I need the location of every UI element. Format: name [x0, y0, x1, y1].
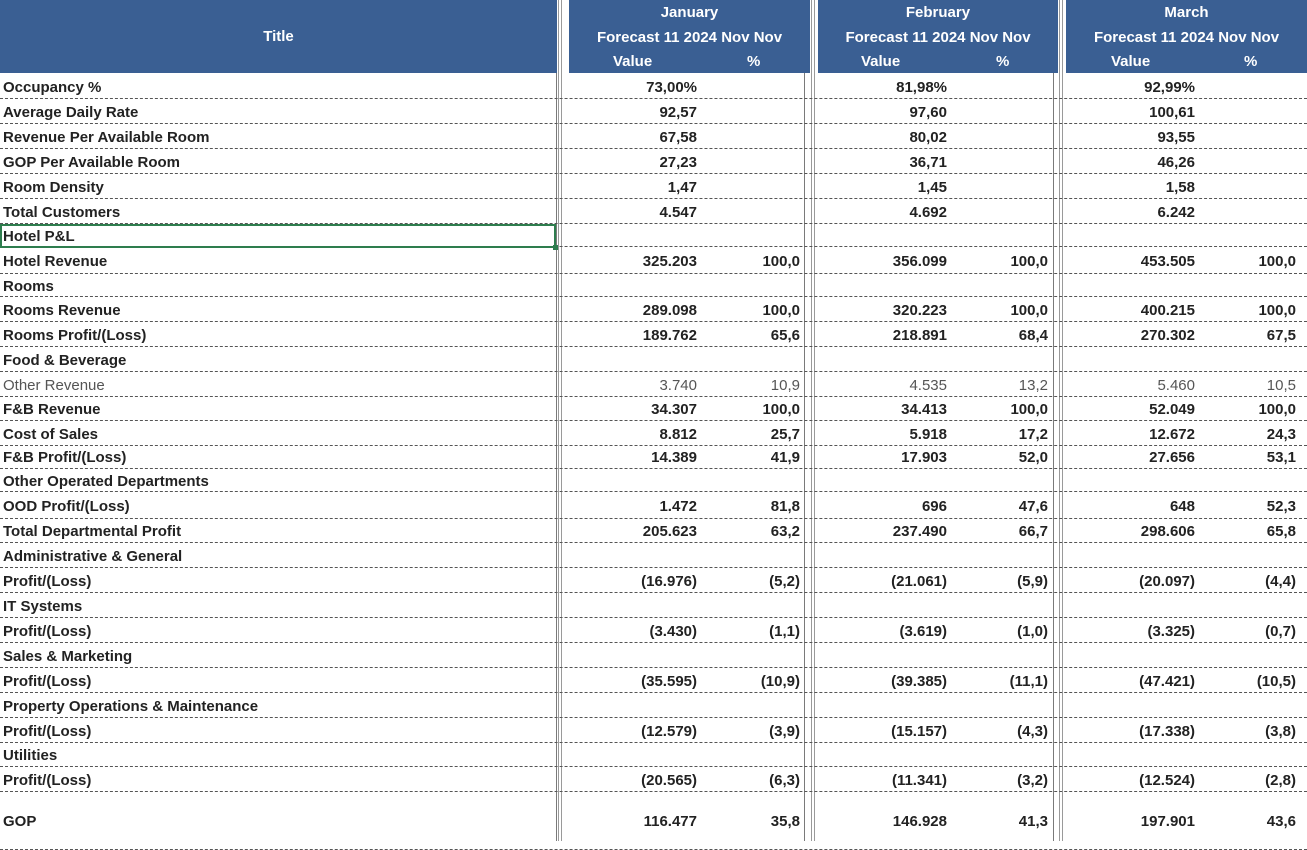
pct-cell[interactable]: (5,2)	[769, 572, 800, 590]
pct-cell[interactable]: 17,2	[1018, 425, 1048, 443]
pct-cell[interactable]: 100,0	[1010, 400, 1048, 418]
table-row	[0, 397, 1307, 421]
row-label[interactable]: F&B Revenue	[3, 400, 101, 418]
month-subtitle: Forecast 11 2024 Nov Nov	[1093, 29, 1280, 46]
table-row	[0, 470, 1307, 492]
value-cell[interactable]: 27,23	[659, 153, 697, 171]
value-cell[interactable]: 289.098	[642, 301, 697, 319]
header-title-cell	[0, 0, 557, 73]
value-cell[interactable]: (3.619)	[899, 622, 947, 640]
value-cell[interactable]	[557, 470, 697, 492]
value-cell[interactable]: 67,58	[659, 128, 697, 146]
table-row	[0, 743, 1307, 767]
month-subtitle: Forecast 11 2024 Nov Nov	[596, 29, 783, 46]
month-name: February	[905, 4, 971, 21]
pct-cell[interactable]: 66,7	[1018, 523, 1048, 540]
value-cell[interactable]: 189.762	[642, 326, 697, 344]
pct-cell[interactable]	[730, 743, 800, 767]
pct-cell[interactable]: 25,7	[770, 425, 800, 443]
table-row	[0, 793, 1307, 850]
row-label[interactable]: Rooms Profit/(Loss)	[3, 326, 147, 344]
value-cell[interactable]: 4.692	[909, 203, 947, 221]
value-cell[interactable]: 14.389	[651, 449, 697, 466]
row-separator	[0, 592, 1307, 593]
pct-cell[interactable]: 63,2	[770, 523, 800, 540]
value-cell[interactable]	[557, 276, 697, 297]
table-row	[0, 719, 1307, 743]
value-cell[interactable]	[1055, 594, 1195, 618]
row-separator	[0, 717, 1307, 718]
row-label[interactable]: Other Revenue	[3, 376, 105, 394]
value-cell[interactable]: 27.656	[1149, 449, 1195, 466]
value-cell[interactable]: 1.472	[659, 497, 697, 515]
row-label[interactable]: Profit/(Loss)	[3, 771, 92, 789]
row-label[interactable]: GOP Per Available Room	[3, 153, 181, 171]
value-cell[interactable]	[1055, 470, 1195, 492]
pct-cell[interactable]	[1226, 470, 1296, 492]
table-row	[0, 373, 1307, 397]
pct-cell[interactable]: 52,0	[1018, 449, 1048, 466]
row-label[interactable]: Other Operated Departments	[3, 472, 209, 490]
pct-cell[interactable]	[978, 276, 1048, 297]
row-separator	[0, 198, 1307, 199]
value-cell[interactable]: 116.477	[643, 813, 697, 830]
table-row	[0, 544, 1307, 568]
table-row	[0, 594, 1307, 618]
table-row	[0, 276, 1307, 297]
value-cell[interactable]: 146.928	[892, 813, 947, 830]
value-cell[interactable]	[557, 644, 697, 668]
pct-cell[interactable]: 53,1	[1266, 449, 1296, 466]
table-row	[0, 768, 1307, 792]
value-cell[interactable]: 1,58	[1165, 178, 1195, 196]
value-cell[interactable]: 92,57	[659, 103, 697, 121]
pct-cell[interactable]: 81,8	[770, 497, 800, 515]
row-label[interactable]: Hotel P&L	[3, 227, 75, 245]
pct-cell[interactable]	[730, 544, 800, 568]
value-cell[interactable]: 4.535	[909, 376, 947, 394]
pct-cell[interactable]: 13,2	[1018, 376, 1048, 394]
month-name: January	[660, 4, 719, 21]
pct-cell[interactable]: 10,5	[1266, 376, 1296, 394]
value-cell[interactable]: 205.623	[642, 523, 697, 540]
row-label[interactable]: Profit/(Loss)	[3, 572, 92, 590]
header-january	[569, 0, 810, 73]
value-cell[interactable]: (12.524)	[1139, 771, 1195, 789]
value-cell[interactable]: 46,26	[1157, 153, 1195, 171]
row-label[interactable]: OOD Profit/(Loss)	[3, 497, 130, 515]
pct-cell[interactable]: 67,5	[1266, 326, 1296, 344]
value-cell[interactable]: 4.547	[659, 203, 697, 221]
table-row	[0, 493, 1307, 519]
value-cell[interactable]: 92,99%	[1144, 78, 1195, 96]
pct-cell[interactable]: (3,2)	[1017, 771, 1048, 789]
pct-cell[interactable]	[730, 100, 800, 124]
row-label[interactable]: Hotel Revenue	[3, 252, 108, 270]
value-cell[interactable]: 325.203	[642, 252, 697, 270]
value-cell[interactable]: 270.302	[1140, 326, 1195, 344]
value-cell[interactable]: (20.097)	[1139, 572, 1195, 590]
pct-cell[interactable]: 100,0	[762, 301, 800, 319]
pct-cell[interactable]	[730, 348, 800, 372]
value-cell[interactable]: 648	[1169, 497, 1195, 515]
value-cell[interactable]	[807, 470, 947, 492]
pct-cell[interactable]	[978, 743, 1048, 767]
row-label[interactable]: IT Systems	[3, 597, 83, 615]
table-row	[0, 669, 1307, 693]
pct-cell[interactable]	[1226, 694, 1296, 718]
header-march	[1066, 0, 1307, 73]
row-separator	[0, 420, 1307, 421]
pct-cell[interactable]: (2,8)	[1265, 771, 1296, 789]
table-row	[0, 125, 1307, 149]
value-cell[interactable]	[1055, 544, 1195, 568]
value-cell[interactable]: (12.579)	[641, 722, 697, 740]
pct-cell[interactable]	[978, 544, 1048, 568]
value-cell[interactable]	[807, 694, 947, 718]
pct-cell[interactable]: 43,6	[1266, 813, 1296, 830]
value-cell[interactable]: 218.891	[892, 326, 947, 344]
pct-cell[interactable]	[1226, 150, 1296, 174]
value-cell[interactable]: 197.901	[1140, 813, 1195, 830]
row-label[interactable]: Profit/(Loss)	[3, 672, 92, 690]
pct-cell[interactable]	[1226, 544, 1296, 568]
pct-cell[interactable]	[730, 225, 800, 247]
row-separator	[0, 346, 1307, 347]
value-cell[interactable]: (20.565)	[641, 771, 697, 789]
pct-cell[interactable]	[1226, 175, 1296, 199]
row-separator	[0, 173, 1307, 174]
pct-cell[interactable]	[1226, 200, 1296, 224]
value-cell[interactable]: 100,61	[1149, 103, 1195, 121]
pct-cell[interactable]: (11,1)	[1009, 672, 1048, 690]
table-row	[0, 644, 1307, 668]
value-cell[interactable]	[557, 544, 697, 568]
row-separator	[0, 542, 1307, 543]
row-label[interactable]: Profit/(Loss)	[3, 622, 92, 640]
row-label[interactable]: Average Daily Rate	[3, 103, 139, 121]
pct-cell[interactable]	[1226, 75, 1296, 99]
value-cell[interactable]	[1055, 644, 1195, 668]
value-cell[interactable]: 73,00%	[646, 78, 697, 96]
pct-cell[interactable]	[730, 200, 800, 224]
table-row	[0, 694, 1307, 718]
row-label[interactable]: Rooms Revenue	[3, 301, 121, 319]
pct-cell[interactable]: 68,4	[1018, 326, 1048, 344]
value-cell[interactable]	[1055, 694, 1195, 718]
value-cell[interactable]: 237.490	[892, 523, 947, 540]
value-cell[interactable]: (35.595)	[641, 672, 697, 690]
pct-cell[interactable]	[978, 470, 1048, 492]
value-cell[interactable]: 97,60	[909, 103, 947, 121]
value-cell[interactable]	[557, 594, 697, 618]
month-subtitle: Forecast 11 2024 Nov Nov	[845, 29, 1031, 46]
value-cell[interactable]: 298.606	[1140, 523, 1195, 540]
value-cell[interactable]	[557, 225, 697, 247]
pct-cell[interactable]	[730, 644, 800, 668]
pct-cell[interactable]: 100,0	[1258, 252, 1296, 270]
row-separator	[0, 692, 1307, 693]
row-separator	[0, 148, 1307, 149]
value-cell[interactable]	[807, 644, 947, 668]
value-cell[interactable]: 34.413	[901, 400, 947, 418]
pct-cell[interactable]: 100,0	[1010, 252, 1048, 270]
table-row	[0, 569, 1307, 593]
pct-cell[interactable]	[1226, 644, 1296, 668]
pct-cell[interactable]	[978, 644, 1048, 668]
value-cell[interactable]	[807, 743, 947, 767]
value-cell[interactable]: 36,71	[909, 153, 947, 171]
pct-cell[interactable]: 24,3	[1266, 425, 1296, 443]
value-cell[interactable]: 81,98%	[896, 78, 947, 96]
value-cell[interactable]: 52.049	[1149, 400, 1195, 418]
row-label[interactable]: Total Customers	[3, 203, 121, 221]
value-cell[interactable]	[1055, 276, 1195, 297]
value-column-label: Value	[861, 53, 901, 70]
row-label[interactable]: Rooms	[3, 278, 54, 295]
pct-cell[interactable]	[1226, 743, 1296, 767]
selected-cell[interactable]	[0, 224, 556, 248]
table-row	[0, 175, 1307, 199]
value-cell[interactable]: 320.223	[892, 301, 947, 319]
row-separator	[0, 468, 1307, 469]
value-cell[interactable]	[807, 225, 947, 247]
table-row	[0, 348, 1307, 372]
row-label[interactable]: Occupancy %	[3, 78, 102, 96]
row-label[interactable]: Total Departmental Profit	[3, 523, 182, 540]
pct-cell[interactable]: (5,9)	[1017, 572, 1048, 590]
pct-cell[interactable]: (4,4)	[1265, 572, 1296, 590]
row-separator	[0, 321, 1307, 322]
value-cell[interactable]	[807, 276, 947, 297]
table-row	[0, 619, 1307, 643]
pct-cell[interactable]: 47,6	[1018, 497, 1048, 515]
pct-cell[interactable]	[978, 200, 1048, 224]
row-separator	[0, 123, 1307, 124]
table-row	[0, 100, 1307, 124]
value-cell[interactable]	[807, 544, 947, 568]
pct-cell[interactable]	[978, 348, 1048, 372]
pct-cell[interactable]	[1226, 125, 1296, 149]
pct-cell[interactable]	[1226, 276, 1296, 297]
pct-cell[interactable]: (10,9)	[760, 672, 800, 690]
row-label[interactable]: GOP	[3, 813, 37, 830]
header-february	[818, 0, 1058, 73]
pct-cell[interactable]	[978, 175, 1048, 199]
value-cell[interactable]: 17.903	[901, 449, 947, 466]
month-columns	[1066, 50, 1307, 74]
value-cell[interactable]: (3.430)	[649, 622, 697, 640]
value-cell[interactable]: 5.918	[909, 425, 947, 443]
pct-cell[interactable]: 100,0	[1258, 301, 1296, 319]
row-label[interactable]: Food & Beverage	[3, 351, 127, 369]
pct-cell[interactable]: 100,0	[762, 400, 800, 418]
month-columns	[818, 50, 1058, 74]
value-cell[interactable]: 400.215	[1140, 301, 1195, 319]
pct-cell[interactable]: (1,0)	[1017, 622, 1048, 640]
value-cell[interactable]: 356.099	[892, 252, 947, 270]
pct-cell[interactable]	[978, 694, 1048, 718]
value-cell[interactable]: 12.672	[1149, 425, 1195, 443]
value-cell[interactable]: (21.061)	[891, 572, 947, 590]
value-cell[interactable]	[557, 694, 697, 718]
row-label[interactable]: Revenue Per Available Room	[3, 128, 210, 146]
header-title: Title	[263, 28, 294, 45]
row-label[interactable]: Cost of Sales	[3, 425, 99, 443]
pct-cell[interactable]	[1226, 225, 1296, 247]
row-label[interactable]: F&B Profit/(Loss)	[3, 449, 127, 466]
pct-cell[interactable]	[978, 100, 1048, 124]
pct-cell[interactable]: 35,8	[770, 813, 800, 830]
pct-cell[interactable]: 41,3	[1018, 813, 1048, 830]
pct-cell[interactable]: (0,7)	[1265, 622, 1296, 640]
value-column-label: Value	[1111, 53, 1151, 70]
table-row	[0, 323, 1307, 347]
pct-cell[interactable]: 10,9	[770, 376, 800, 394]
row-label[interactable]: Administrative & General	[3, 547, 183, 565]
value-cell[interactable]: (11.341)	[891, 771, 947, 789]
row-separator	[0, 667, 1307, 668]
value-cell[interactable]	[1055, 348, 1195, 372]
pct-cell[interactable]: (1,1)	[769, 622, 800, 640]
pct-cell[interactable]	[1226, 100, 1296, 124]
row-separator	[0, 567, 1307, 568]
table-row	[0, 248, 1307, 274]
row-separator	[0, 642, 1307, 643]
pct-cell[interactable]: 52,3	[1266, 497, 1296, 515]
pct-cell[interactable]: 65,8	[1266, 523, 1296, 540]
table-row	[0, 200, 1307, 224]
row-separator	[0, 98, 1307, 99]
value-cell[interactable]: (15.157)	[891, 722, 947, 740]
value-cell[interactable]: 1,47	[667, 178, 697, 196]
pct-cell[interactable]: 100,0	[1258, 400, 1296, 418]
pct-cell[interactable]	[978, 125, 1048, 149]
value-column-label: Value	[613, 53, 653, 70]
row-separator	[0, 766, 1307, 767]
table-row	[0, 150, 1307, 174]
value-cell[interactable]	[557, 348, 697, 372]
table-row	[0, 446, 1307, 469]
value-cell[interactable]: 453.505	[1140, 252, 1195, 270]
pct-cell[interactable]: (4,3)	[1017, 722, 1048, 740]
value-cell[interactable]: 8.812	[659, 425, 697, 443]
pct-cell[interactable]	[730, 594, 800, 618]
value-cell[interactable]	[807, 594, 947, 618]
value-cell[interactable]: (17.338)	[1139, 722, 1195, 740]
value-cell[interactable]: 1,45	[917, 178, 947, 196]
table-row	[0, 422, 1307, 446]
value-cell[interactable]	[1055, 743, 1195, 767]
row-label[interactable]: Room Density	[3, 178, 104, 196]
table-row	[0, 298, 1307, 322]
pct-cell[interactable]: (3,9)	[769, 722, 800, 740]
row-separator	[0, 617, 1307, 618]
value-cell[interactable]: (39.385)	[891, 672, 947, 690]
month-name: March	[1164, 4, 1209, 21]
value-cell[interactable]: 6.242	[1157, 203, 1195, 221]
pct-cell[interactable]	[730, 75, 800, 99]
value-cell[interactable]	[1055, 225, 1195, 247]
pct-cell[interactable]	[730, 694, 800, 718]
row-separator	[0, 791, 1307, 792]
value-cell[interactable]: (47.421)	[1139, 672, 1195, 690]
table-row	[0, 75, 1307, 99]
pct-cell[interactable]: 65,6	[770, 326, 800, 344]
pct-cell[interactable]	[730, 125, 800, 149]
row-separator	[0, 296, 1307, 297]
row-label[interactable]: Utilities	[3, 746, 58, 764]
row-separator	[0, 273, 1307, 274]
pct-cell[interactable]: 100,0	[762, 252, 800, 270]
pct-cell[interactable]: 100,0	[1010, 301, 1048, 319]
pct-column-label: %	[1244, 53, 1258, 70]
pct-cell[interactable]	[730, 150, 800, 174]
pct-column-label: %	[996, 53, 1010, 70]
pct-cell[interactable]	[978, 594, 1048, 618]
row-separator	[0, 518, 1307, 519]
row-separator	[0, 491, 1307, 492]
value-cell[interactable]: 34.307	[651, 400, 697, 418]
value-cell[interactable]	[557, 743, 697, 767]
value-cell[interactable]	[807, 348, 947, 372]
pct-cell[interactable]	[978, 225, 1048, 247]
month-columns	[569, 50, 810, 74]
value-cell[interactable]: (3.325)	[1147, 622, 1195, 640]
value-cell[interactable]: (16.976)	[641, 572, 697, 590]
pct-cell[interactable]: (10,5)	[1256, 672, 1296, 690]
pct-cell[interactable]	[730, 470, 800, 492]
pct-cell[interactable]	[1226, 594, 1296, 618]
pct-cell[interactable]: (6,3)	[769, 771, 800, 789]
pct-cell[interactable]	[730, 175, 800, 199]
row-separator	[0, 371, 1307, 372]
value-cell[interactable]: 3.740	[659, 376, 697, 394]
pct-cell[interactable]: 41,9	[770, 449, 800, 466]
row-label[interactable]: Property Operations & Maintenance	[3, 697, 259, 715]
pct-cell[interactable]	[1226, 348, 1296, 372]
row-label[interactable]: Sales & Marketing	[3, 647, 133, 665]
value-cell[interactable]: 93,55	[1157, 128, 1195, 146]
value-cell[interactable]: 80,02	[909, 128, 947, 146]
pct-cell[interactable]: (3,8)	[1265, 722, 1296, 740]
pct-cell[interactable]	[978, 75, 1048, 99]
pct-cell[interactable]	[978, 150, 1048, 174]
pct-cell[interactable]	[730, 276, 800, 297]
value-cell[interactable]: 5.460	[1157, 376, 1195, 394]
row-label[interactable]: Profit/(Loss)	[3, 722, 92, 740]
table-row	[0, 520, 1307, 543]
value-cell[interactable]: 696	[921, 497, 947, 515]
pct-column-label: %	[747, 53, 761, 70]
